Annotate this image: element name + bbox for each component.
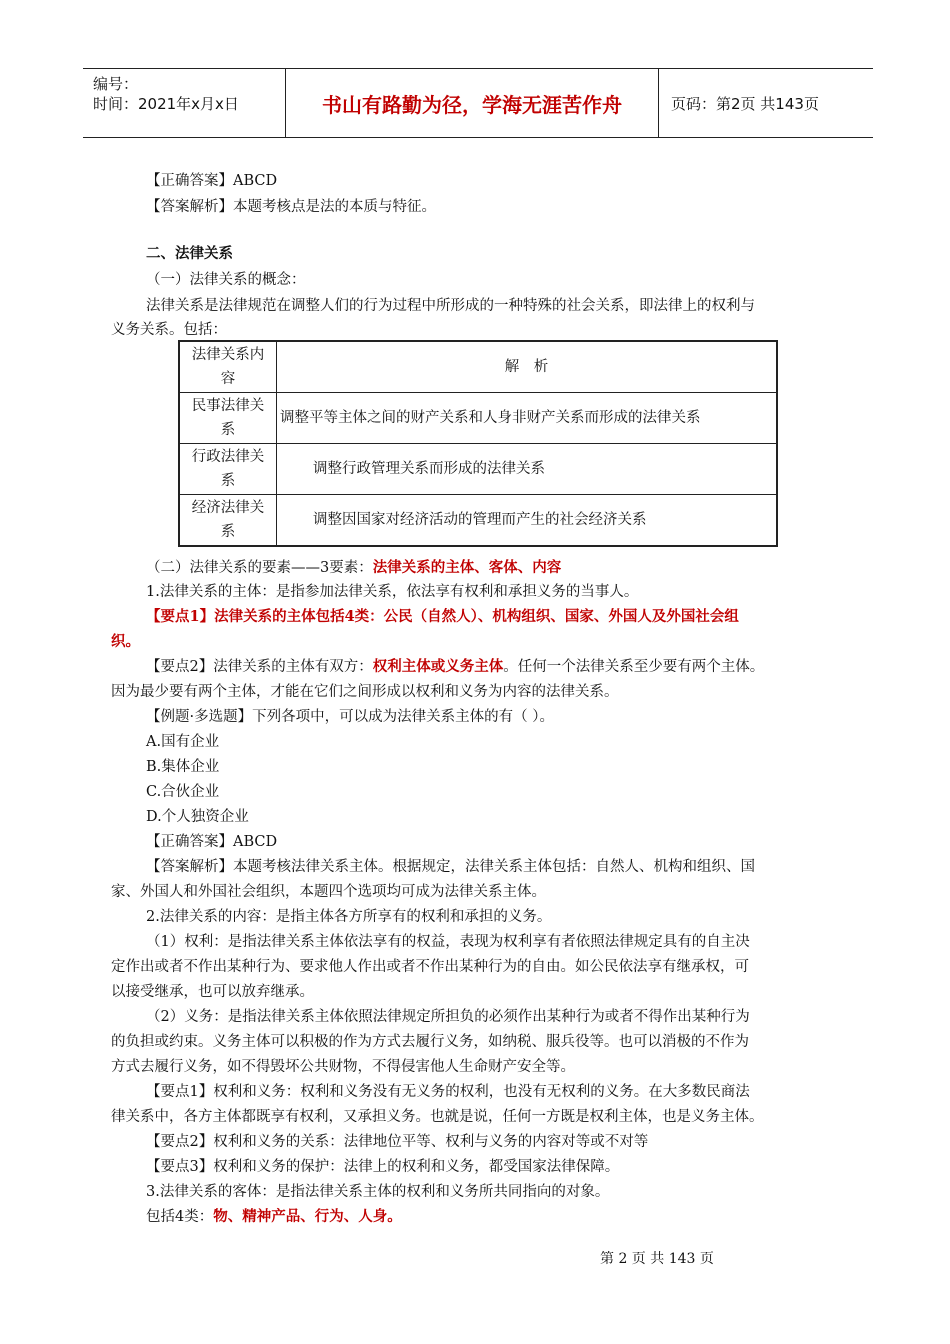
page-footer: 第 2 页 共 143 页 (600, 1251, 714, 1267)
paragraph-line: 1.法律关系的主体：是指参加法律关系，依法享有权利和承担义务的当事人。 (146, 584, 639, 600)
paragraph-line: 以接受继承，也可以放弃继承。 (111, 984, 314, 1000)
option-line: D.个人独资企业 (146, 809, 249, 825)
table-row-key: 民事法律关 系 (179, 393, 277, 444)
header-time-label: 时间：2021年x月x日 (93, 95, 239, 113)
table-row-value: 调整行政管理关系而形成的法律关系 (277, 444, 778, 495)
relation-table (178, 340, 778, 547)
elements-line: （二）法律关系的要素——3要素：法律关系的主体、客体、内容 (146, 559, 562, 576)
key-point-line: 【要点3】权利和义务的保护：法律上的权利和义务，都受国家法律保障。 (146, 1159, 620, 1175)
key-point-line: 【要点2】法律关系的主体有双方：权利主体或义务主体。任何一个法律关系至少要有两个主体。 (146, 658, 765, 675)
answer-line: 【正确答案】ABCD (146, 173, 278, 189)
paragraph-line: 义务关系。包括： (111, 322, 227, 338)
paragraph-line: （2）义务：是指法律关系主体依照法律规定所担负的必须作出某种行为或者不得作出某种行为 (146, 1009, 750, 1025)
table-row-value: 调整因国家对经济活动的管理而产生的社会经济关系 (277, 495, 778, 547)
key-point-line: 【要点1】权利和义务：权利和义务没有无义务的权利，也没有无权利的义务。在大多数民商法 (146, 1084, 750, 1100)
option-line: A.国有企业 (146, 734, 220, 750)
paragraph-line: 2.法律关系的内容：是指主体各方所享有的权利和承担的义务。 (146, 909, 552, 925)
page-header (83, 68, 873, 138)
paragraph-line: 因为最少要有两个主体，才能在它们之间形成以权利和义务为内容的法律关系。 (111, 684, 619, 700)
table-row (179, 444, 777, 495)
analysis-line: 家、外国人和外国社会组织，本题四个选项均可成为法律关系主体。 (111, 884, 546, 900)
key-point-line: 律关系中，各方主体都既享有权利，又承担义务。也就是说，任何一方既是权利主体，也是义务主体。 (111, 1109, 764, 1125)
key-point-line: 【要点2】权利和义务的关系：法律地位平等、权利与义务的内容对等或不对等 (146, 1134, 649, 1150)
header-motto: 书山有路勤为径，学海无涯苦作舟 (286, 69, 659, 137)
table-row-value: 调整平等主体之间的财产关系和人身非财产关系而形成的法律关系 (277, 393, 778, 444)
table-row-key: 经济法律关 系 (179, 495, 277, 547)
paragraph-line: 定作出或者不作出某种行为、要求他人作出或者不作出某种行为的自由。如公民依法享有继承权，可 (111, 959, 749, 975)
header-page-info: 页码：第2页 共143页 (671, 94, 819, 113)
table-header-value: 解 析 (277, 341, 778, 393)
table-row (179, 393, 777, 444)
paragraph-line: 法律关系是法律规范在调整人们的行为过程中所形成的一种特殊的社会关系，即法律上的权利与 (146, 298, 755, 314)
analysis-line: 【答案解析】本题考核法律关系主体。根据规定，法律关系主体包括：自然人、机构和组织、国 (146, 859, 755, 875)
analysis-line: 【答案解析】本题考核点是法的本质与特征。 (146, 199, 436, 215)
subsection-heading: （一）法律关系的概念： (146, 272, 306, 288)
header-meta-cell (83, 69, 286, 137)
table-row (179, 495, 777, 547)
option-line: B.集体企业 (146, 759, 220, 775)
paragraph-line: 包括4类：物、精神产品、行为、人身。 (146, 1208, 402, 1225)
table-header-key: 法律关系内 容 (179, 341, 277, 393)
paragraph-line: 方式去履行义务，如不得毁坏公共财物，不得侵害他人生命财产安全等。 (111, 1059, 575, 1075)
option-line: C.合伙企业 (146, 784, 220, 800)
paragraph-line: 3.法律关系的客体：是指法律关系主体的权利和义务所共同指向的对象。 (146, 1184, 610, 1200)
paragraph-line: （1）权利：是指法律关系主体依法享有的权益，表现为权利享有者依照法律规定具有的自主决 (146, 934, 750, 950)
header-number-label: 编号： (93, 75, 139, 93)
table-row-key: 行政法律关 系 (179, 444, 277, 495)
table-header-row (179, 341, 777, 393)
key-point-line: 织。 (111, 633, 140, 650)
answer-line: 【正确答案】ABCD (146, 834, 278, 850)
key-point-line: 【要点1】法律关系的主体包括4类：公民（自然人）、机构组织、国家、外国人及外国社会组 (146, 608, 739, 625)
question-line: 【例题·多选题】下列各项中，可以成为法律关系主体的有（ ）。 (146, 709, 554, 725)
section-heading: 二、法律关系 (146, 245, 233, 262)
paragraph-line: 的负担或约束。义务主体可以积极的作为方式去履行义务，如纳税、服兵役等。也可以消极的不作为 (111, 1034, 749, 1050)
